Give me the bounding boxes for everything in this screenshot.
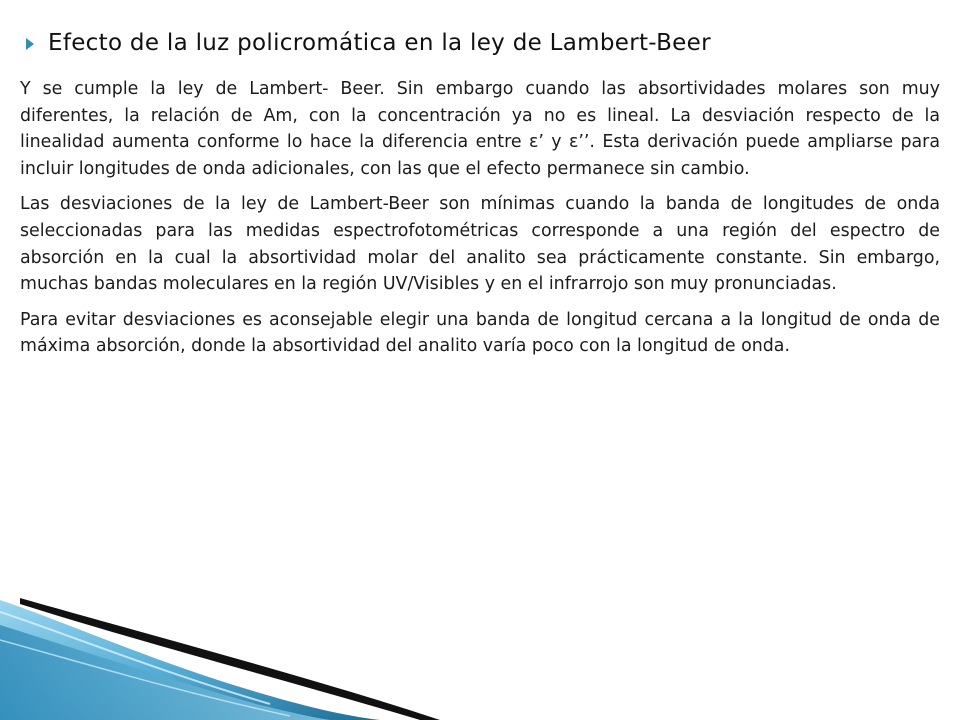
title-row — [26, 30, 946, 56]
paragraph-3: Para evitar desviaciones es aconsejable elegir una banda de longitud cercana a la longitud de onda de máxima absorción, donde la absortividad del analito varía poco con la longitud de onda. — [20, 309, 940, 357]
slide-body — [20, 76, 940, 369]
decorative-wave-graphic — [0, 580, 960, 720]
triangle-bullet-icon — [26, 38, 34, 50]
paragraph-2: Las desviaciones de la ley de Lambert-Beer son mínimas cuando la banda de longitudes de onda seleccionadas para las medidas espectrofotométricas corresponde a una región del espectro de absorción en la cual la absortividad molar del analito sea prácticamente constante. Sin embargo, muchas bandas moleculares en la región UV/Visibles y en el infrarrojo son muy pronunciadas. — [20, 194, 940, 295]
paragraph-1: Y se cumple la ley de Lambert- Beer. Sin embargo cuando las absortividades molares son muy diferentes, la relación de Am, con la concentración ya no es lineal. La desviación respecto de la linealidad aumenta conforme lo hace la diferencia entre ε’ y ε’’. Esta derivación puede ampliarse para incluir longitudes de onda adicionales, con las que el efecto permanece sin cambio. — [20, 79, 940, 179]
slide-title: Efecto de la luz policromática en la ley de Lambert-Beer — [48, 30, 711, 56]
